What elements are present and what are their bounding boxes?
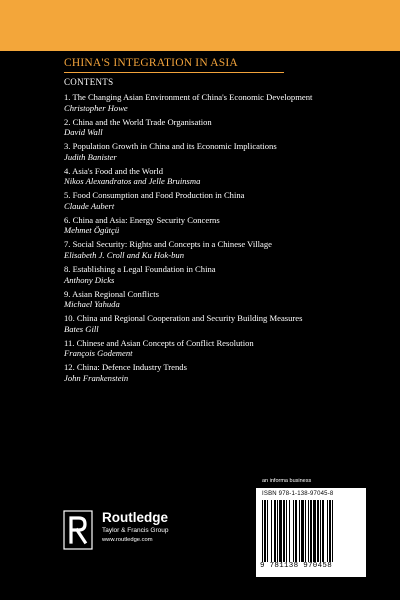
chapter-title: 8. Establishing a Legal Foundation in China bbox=[64, 264, 216, 275]
series-title: CHINA'S INTEGRATION IN ASIA bbox=[64, 57, 238, 69]
list-item bbox=[64, 264, 364, 285]
list-item bbox=[64, 239, 364, 260]
list-item bbox=[64, 92, 364, 113]
barcode-icon bbox=[262, 500, 360, 562]
list-item bbox=[64, 338, 364, 359]
contents-label: CONTENTS bbox=[64, 77, 114, 87]
contents-panel bbox=[64, 56, 364, 387]
list-item bbox=[64, 190, 364, 211]
chapter-title: 3. Population Growth in China and its Economic Implications bbox=[64, 141, 277, 152]
chapter-author: Elisabeth J. Croll and Ku Hok-bun bbox=[64, 250, 184, 261]
chapter-title: 10. China and Regional Cooperation and Security Building Measures bbox=[64, 313, 303, 324]
chapter-title: 2. China and the World Trade Organisation bbox=[64, 116, 212, 127]
chapter-title: 1. The Changing Asian Environment of China's Economic Development bbox=[64, 92, 313, 102]
routledge-logo-icon bbox=[63, 510, 93, 550]
barcode-digits: 9 781138 970458 bbox=[260, 562, 333, 570]
chapter-title: 7. Social Security: Rights and Concepts in a Chinese Village bbox=[64, 239, 272, 250]
chapter-author: John Frankenstein bbox=[64, 372, 129, 383]
list-item bbox=[64, 215, 364, 236]
chapter-author: Judith Banister bbox=[64, 151, 117, 162]
publisher-group: Taylor & Francis Group bbox=[102, 527, 169, 534]
chapter-author: Michael Yahuda bbox=[64, 299, 120, 310]
list-item bbox=[64, 117, 364, 138]
chapter-title: 11. Chinese and Asian Concepts of Conflict Resolution bbox=[64, 337, 254, 348]
chapter-title: 5. Food Consumption and Food Production in China bbox=[64, 190, 245, 201]
chapter-title: 4. Asia's Food and the World bbox=[64, 165, 164, 176]
chapter-author: Nikos Alexandratos and Jelle Bruinsma bbox=[64, 176, 201, 187]
contents-list bbox=[64, 92, 364, 384]
chapter-title: 12. China: Defence Industry Trends bbox=[64, 362, 187, 373]
isbn-label: ISBN 978-1-138-97045-8 bbox=[262, 491, 334, 497]
chapter-author: Christopher Howe bbox=[64, 102, 128, 113]
isbn-barcode-box bbox=[256, 488, 366, 577]
list-item bbox=[64, 166, 364, 187]
list-item bbox=[64, 362, 364, 383]
publisher-url: www.routledge.com bbox=[102, 537, 153, 543]
chapter-author: David Wall bbox=[64, 127, 103, 138]
title-rule bbox=[64, 72, 284, 73]
list-item bbox=[64, 141, 364, 162]
list-item bbox=[64, 289, 364, 310]
publisher-name: Routledge bbox=[102, 510, 168, 525]
chapter-title: 6. China and Asia: Energy Security Concerns bbox=[64, 214, 220, 225]
chapter-author: Claude Aubert bbox=[64, 200, 115, 211]
top-color-band bbox=[0, 0, 400, 51]
chapter-author: Bates Gill bbox=[64, 323, 99, 334]
chapter-author: Anthony Dicks bbox=[64, 274, 115, 285]
chapter-title: 9. Asian Regional Conflicts bbox=[64, 288, 160, 299]
list-item bbox=[64, 313, 364, 334]
informa-tagline: an informa business bbox=[262, 478, 312, 484]
chapter-author: Mehmet Ögütçü bbox=[64, 225, 120, 236]
chapter-author: François Godement bbox=[64, 348, 133, 359]
